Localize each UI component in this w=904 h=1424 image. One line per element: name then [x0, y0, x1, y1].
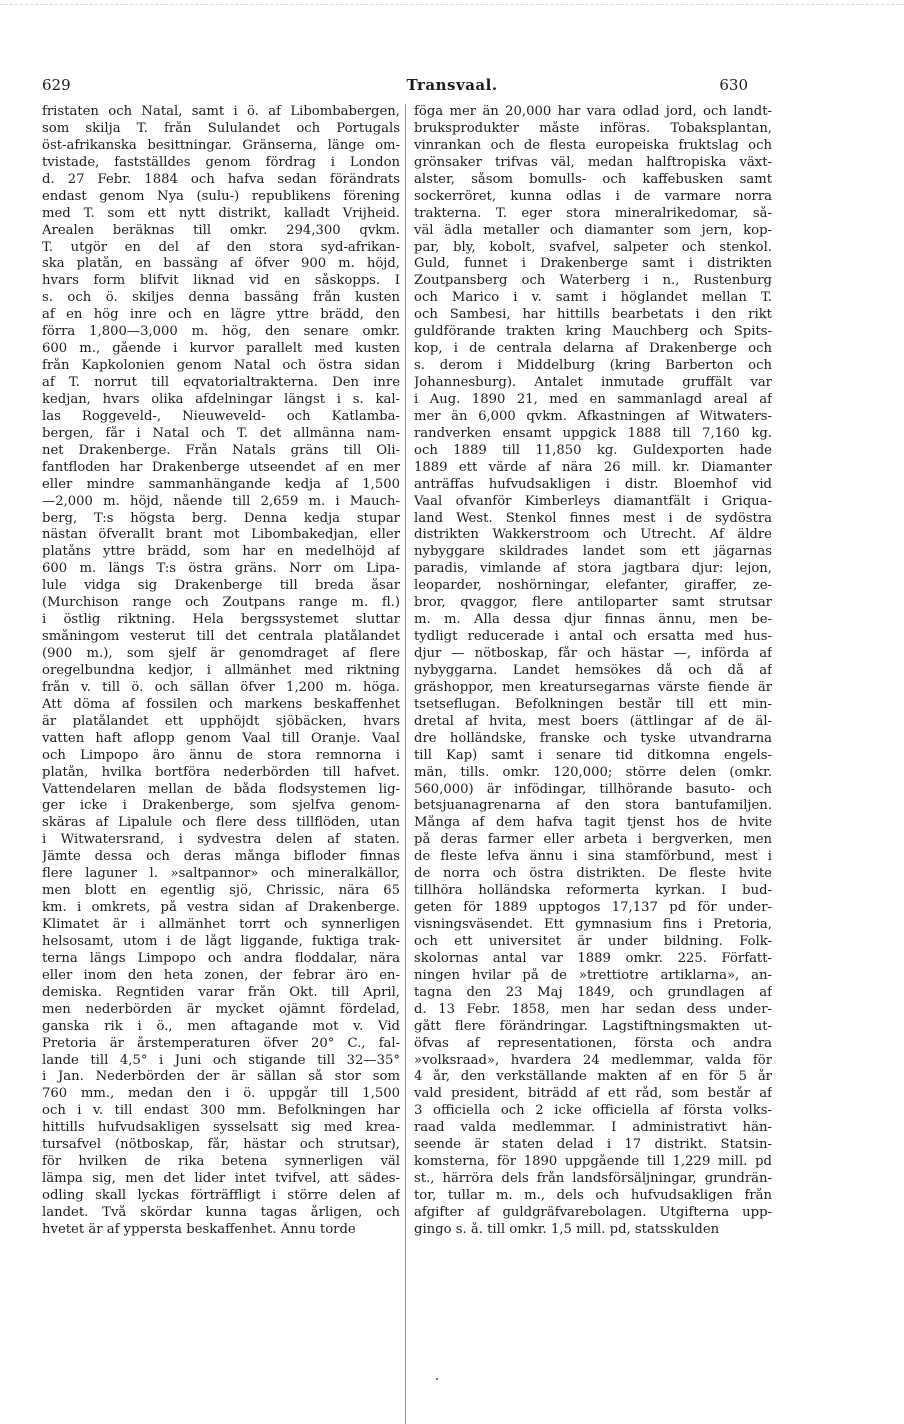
text-line: landet. Två skördar kunna tagas årligen, och [42, 1204, 400, 1220]
page-number-right: 630 [719, 76, 748, 94]
scan-speck [436, 1378, 438, 1380]
text-line: platåns yttre brädd, som har en medelhöjd af [42, 544, 400, 560]
page-header [0, 76, 904, 98]
text-line: Zoutpansberg och Waterberg i n., Rustenburg [414, 273, 772, 289]
text-line: från Kapkolonien genom Natal och östra sidan [42, 358, 400, 374]
running-title: Transvaal. [406, 76, 498, 94]
text-line: s. och ö. skiljes denna bassäng från kusten [42, 290, 400, 306]
text-line: demiska. Regntiden varar från Okt. till April, [42, 984, 400, 1000]
text-line: och Sambesi, har hittills bearbetats i den rikt [414, 307, 772, 323]
text-line: odling skall lyckas förträffligt i större delen af [42, 1188, 400, 1203]
scan-top-edge [0, 4, 904, 6]
text-line: fantfloden har Drakenberge utseendet af en mer [42, 459, 400, 475]
text-line: endast genom Nya (sulu-) republikens förening [42, 188, 400, 204]
text-line: d. 13 Febr. 1858, men har sedan dess under- [414, 1001, 772, 1017]
text-line: som skilja T. från Sululandet och Portugals [42, 120, 400, 136]
text-line: s. derom i Middelburg (kring Barberton och [414, 358, 772, 374]
text-line: 600 m., gående i kurvor parallelt med kusten [42, 341, 400, 357]
text-line: bruksprodukter måste införas. Tobaksplantan, [414, 120, 772, 136]
text-line: dretal af hvita, mest boers (ättlingar af de äl- [414, 713, 772, 729]
text-line: Vaal ofvanför Kimberleys diamantfält i Griqua- [414, 493, 772, 509]
text-line: föga mer än 20,000 har vara odlad jord, och landt- [414, 104, 772, 119]
text-line: 1889 ett värde af nära 26 mill. kr. Diamanter [414, 459, 772, 475]
text-line: och i v. till endast 300 mm. Befolkningen har [42, 1103, 400, 1119]
text-line: alster, såsom bomulls- och kaffebusken samt [414, 171, 772, 187]
text-line: Att döma af fossilen och markens beskaffenhet [42, 696, 400, 712]
text-line: för hvilken de rika betena synnerligen väl [42, 1154, 400, 1170]
text-line: Arealen beräknas till omkr. 294,300 qvkm. [42, 222, 400, 238]
text-line: land West. Stenkol finnes mest i de sydöstra [414, 510, 772, 526]
text-line: nybyggare skildrades landet som ett jägarnas [414, 544, 772, 560]
text-line: gräshoppor, men kreatursegarnas värste fiende är [414, 679, 772, 695]
text-line: geten för 1889 upptogos 17,137 pd för under- [414, 900, 772, 916]
text-line: ska platån, en bassäng af öfver 900 m. höjd, [42, 256, 400, 272]
text-line: leoparder, noshörningar, elefanter, giraffer, ze- [414, 578, 772, 594]
text-line: m. m. Alla dessa djur finnas ännu, men be- [414, 612, 772, 628]
text-line: tagna den 23 Maj 1849, och grundlagen af [414, 984, 772, 1000]
text-line: distrikten Wakkerstroom och Utrecht. Af äldre [414, 527, 772, 543]
text-line: nästan öfverallt brant mot Libombakedjan, eller [42, 527, 400, 543]
text-line: från v. till ö. och sällan öfver 1,200 m. höga. [42, 679, 400, 695]
text-line: afgifter af guldgräfvarebolagen. Utgifterna upp- [414, 1204, 772, 1220]
text-line: Guld, funnet i Drakenberge samt i distrikten [414, 256, 772, 272]
left-column [42, 104, 400, 1239]
column-divider [405, 104, 406, 1424]
text-line: lämpa sig, men det lider intet tvifvel, att sädes- [42, 1171, 400, 1187]
text-line: mer än 6,000 qvkm. Afkastningen af Witwaters- [414, 408, 772, 424]
text-line: män, tills. omkr. 120,000; större delen (omkr. [414, 764, 772, 780]
text-line: platån, hvilka bortföra nederbörden till hafvet. [42, 764, 400, 780]
text-line: d. 27 Febr. 1884 och hafva sedan förändrats [42, 171, 400, 187]
text-line: 760 mm., medan den i ö. uppgår till 1,500 [42, 1086, 400, 1102]
text-line: de norra och östra distrikten. De fleste hvite [414, 866, 772, 882]
text-line: par, bly, kobolt, svafvel, salpeter och stenkol. [414, 239, 772, 255]
text-line: förra 1,800—3,000 m. hög, den senare omkr. [42, 324, 400, 340]
text-line: lule vidga sig Drakenberge till breda åsar [42, 578, 400, 594]
text-line: sockerröret, kunna odlas i de varmare norra [414, 188, 772, 204]
text-line: men nederbörden är mycket ojämnt fördelad, [42, 1001, 400, 1017]
text-line: randverken ensamt uppgick 1888 till 7,160 kg. [414, 425, 772, 441]
text-line: Klimatet är i allmänhet torrt och synnerligen [42, 917, 400, 932]
text-line: kop, i de centrala delarna af Drakenberge och [414, 341, 772, 357]
text-line: lande till 4,5° i Juni och stigande till 32—35° [42, 1052, 400, 1068]
text-line: dre holländske, franske och tyske utvandrarna [414, 730, 772, 746]
text-line: betsjuanagrenarna af den stora bantufamiljen. [414, 798, 772, 814]
text-line: öst-afrikanska besittningar. Gränserna, länge om- [42, 137, 400, 153]
text-line: st., härröra dels från landsförsäljningar, grundrän- [414, 1171, 772, 1187]
text-line: Vattendelaren mellan de båda flodsystemen lig- [42, 781, 400, 797]
text-line: helsosamt, utom i de lågt liggande, fuktiga trak- [42, 933, 400, 949]
text-line: småningom vesterut till det centrala platålandet [42, 629, 400, 645]
text-line: paradis, vimlande af stora jagtbara djur: lejon, [414, 561, 772, 577]
text-line: med T. som ett nytt distrikt, kalladt Vrijheid. [42, 205, 400, 221]
text-line: till Kap) samt i senare tid ditkomna engels- [414, 747, 772, 763]
text-line: trakterna. T. eger stora mineralrikedomar, så- [414, 205, 772, 221]
text-line: de fleste lefva ännu i sina stamförbund, mest i [414, 849, 772, 865]
text-line: terna längs Limpopo och andra floddalar, nära [42, 950, 400, 966]
text-line: skäras af Lipalule och flere dess tillflöden, utan [42, 815, 400, 831]
text-line: i Jan. Nederbörden der är sällan så stor som [42, 1069, 400, 1085]
right-column [414, 104, 772, 1239]
text-line: och Marico i v. samt i höglandet mellan T. [414, 290, 772, 306]
text-line: flere laguner l. »saltpannor» och mineralkällor, [42, 866, 400, 882]
text-line: komsterna, för 1890 uppgående till 1,229 mill. pd [414, 1154, 772, 1170]
text-line: af T. norrut till eqvatorialtrakterna. Den inre [42, 375, 400, 390]
text-line: hittills hufvudsakligen sysselsatt sig med krea- [42, 1120, 400, 1136]
text-line: las Roggeveld-, Nieuweveld- och Katlamba- [42, 408, 400, 424]
text-line: gingo s. å. till omkr. 1,5 mill. pd, statsskulden [414, 1221, 720, 1237]
text-line: Johannesburg). Antalet inmutade gruffält var [414, 375, 772, 390]
text-line: Pretoria är årstemperaturen öfver 20° C., fal- [42, 1035, 400, 1051]
text-line: gått flere förändringar. Lagstiftningsmakten ut- [414, 1018, 772, 1034]
text-line: —2,000 m. höjd, nående till 2,659 m. i Mauch- [42, 493, 400, 509]
text-line: fristaten och Natal, samt i ö. af Libombabergen, [42, 104, 400, 119]
text-line: hvars form blifvit liknad vid en såskopps. I [42, 273, 400, 289]
text-line: tursafvel (nötboskap, får, hästar och strutsar), [42, 1137, 400, 1153]
text-line: bergen, får i Natal och T. det allmänna nam- [42, 425, 400, 441]
text-line: seende är staten delad i 17 distrikt. Statsin- [414, 1137, 772, 1153]
text-line: guldförande trakten kring Mauchberg och Spits- [414, 324, 772, 340]
text-line: tillhöra holländska reformerta kyrkan. I bud- [414, 883, 772, 899]
text-line: (900 m.), som sjelf är genomdraget af flere [42, 646, 400, 661]
text-line: oregelbundna kedjor, i allmänhet med riktning [42, 662, 400, 678]
text-line: 4 år, den verkställande makten af en för 5 år [414, 1069, 772, 1085]
text-line: ningen hvilar på de »trettiotre artiklarna», an- [414, 967, 772, 983]
text-line: visningsväsendet. Ett gymnasium fins i Pretoria, [414, 917, 772, 932]
page-number-left: 629 [42, 76, 71, 94]
text-line: och 1889 till 11,850 kg. Guldexporten hade [414, 442, 772, 458]
text-line: nybyggarna. Landet hemsökes då och då af [414, 662, 772, 678]
text-line: 560,000) är infödingar, tillhörande basuto- och [414, 781, 772, 797]
text-line: eller mindre sammanhängande kedja af 1,500 [42, 476, 400, 492]
text-line: 600 m. längs T:s östra gräns. Norr om Lipa- [42, 561, 400, 577]
text-line: ger icke i Drakenberge, som sjelfva genom- [42, 798, 400, 814]
text-line: grönsaker trifvas väl, medan halftropiska växt- [414, 154, 772, 170]
text-line: »volksraad», hvardera 24 medlemmar, valda för [414, 1052, 772, 1068]
text-line: anträffas hufvudsakligen i distr. Bloemhof vid [414, 476, 772, 492]
text-line: ganska rik i ö., men aftagande mot v. Vid [42, 1018, 400, 1034]
text-line: i Aug. 1890 21, med en sammanlagd areal af [414, 391, 772, 407]
text-line: tydligt reducerade i antal och ersatta med hus- [414, 629, 772, 645]
text-line: eller inom den heta zonen, der febrar äro en- [42, 967, 400, 983]
text-line: men blott en egentlig sjö, Chrissic, nära 65 [42, 883, 400, 899]
text-line: i östlig riktning. Hela bergssystemet sluttar [42, 612, 400, 628]
text-line: km. i omkrets, på vestra sidan af Drakenberge. [42, 900, 400, 916]
text-line: tvistade, fastställdes genom fördrag i London [42, 154, 400, 170]
text-line: vatten haft aflopp genom Vaal till Oranje. Vaal [42, 730, 400, 746]
text-line: net Drakenberge. Från Natals gräns till Oli- [42, 442, 400, 458]
text-line: 3 officiella och 2 icke officiella af första volks- [414, 1103, 772, 1119]
text-line: bror, qvaggor, flere antiloparter samt strutsar [414, 595, 772, 611]
text-line: vald president, biträdd af ett råd, som består af [414, 1086, 772, 1102]
text-line: djur — nötboskap, får och hästar —, införda af [414, 646, 772, 661]
text-line: kedjan, hvars olika afdelningar längst i s. kal- [42, 391, 400, 407]
text-line: T. utgör en del af den stora syd-afrikan- [42, 239, 400, 255]
text-line: vinrankan och de flesta europeiska fruktslag och [414, 137, 772, 153]
text-line: af en hög inre och en lägre yttre brädd, den [42, 307, 400, 323]
text-line: öfvas af representationen, första och andra [414, 1035, 772, 1051]
text-line: tsetseflugan. Befolkningen består till ett min- [414, 696, 772, 712]
text-line: Jämte dessa och deras många bifloder finnas [42, 849, 400, 865]
text-line: och Limpopo äro ännu de stora remnorna i [42, 747, 400, 763]
text-line: berg, T:s högsta berg. Denna kedja stupar [42, 510, 400, 526]
text-line: är platålandet ett upphöjdt sjöbäcken, hvars [42, 713, 400, 729]
text-line: på deras farmer eller arbeta i bergverken, men [414, 832, 772, 848]
text-line: i Witwatersrand, i sydvestra delen af staten. [42, 832, 400, 848]
text-line: väl ädla metaller och diamanter som jern, kop- [414, 222, 772, 238]
text-line: tor, tullar m. m., dels och hufvudsakligen från [414, 1188, 772, 1203]
text-line: (Murchison range och Zoutpans range m. fl.) [42, 595, 400, 611]
text-line: och ett universitet är under bildning. Folk- [414, 933, 772, 949]
text-line: raad valda medlemmar. I administrativt hän- [414, 1120, 772, 1136]
text-line: skolornas antal var 1889 omkr. 225. Författ- [414, 950, 772, 966]
text-line: Många af dem hafva tagit tjenst hos de hvite [414, 815, 772, 831]
text-line: hvetet är af yppersta beskaffenhet. Ännu torde [42, 1221, 356, 1237]
